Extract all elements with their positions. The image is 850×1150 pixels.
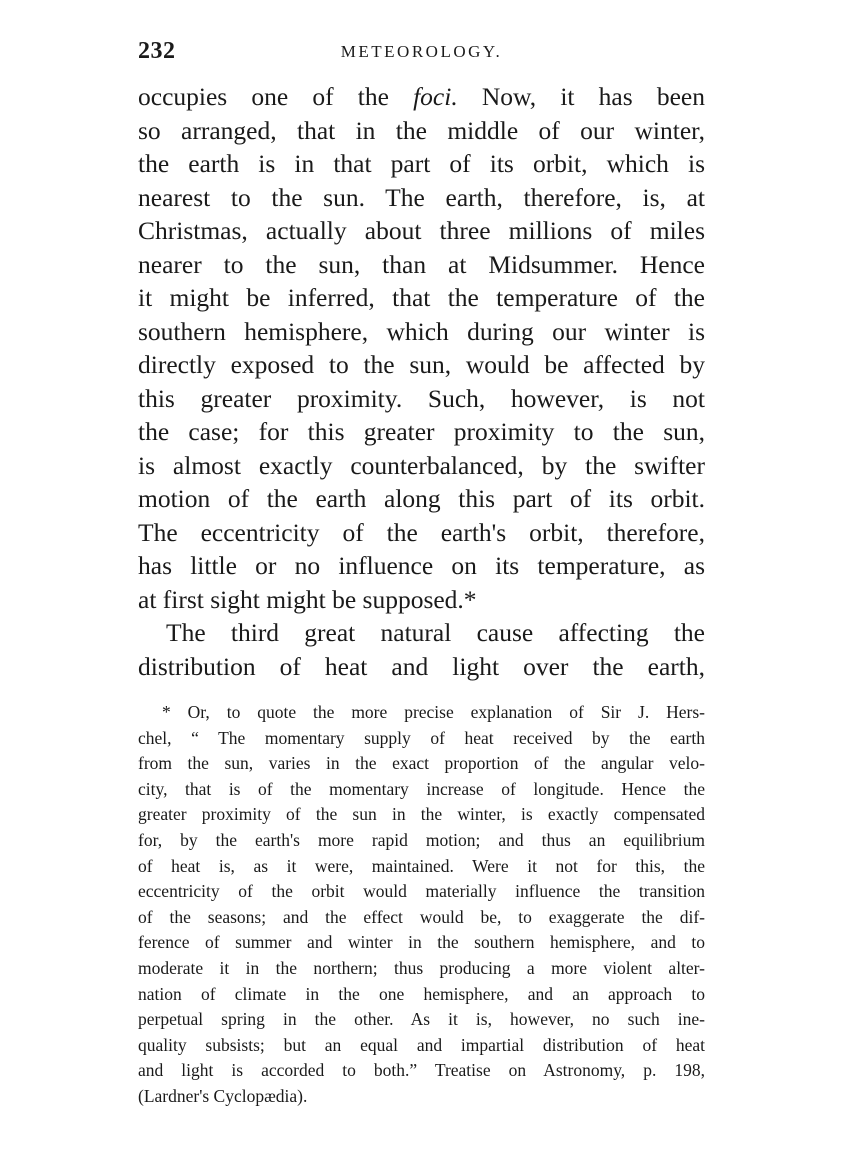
italic-word: foci.: [413, 82, 458, 111]
footnote-line: eccentricity of the orbit would materially influence the transition: [138, 881, 705, 902]
footnote-line: nation of climate in the one hemisphere, and an approach to: [138, 983, 705, 1004]
body-line: so arranged, that in the middle of our winter,: [138, 115, 705, 145]
footnote-line: greater proximity of the sun in the winter, is exactly compensated: [138, 804, 705, 825]
body-line: distribution of heat and light over the earth,: [138, 651, 705, 681]
body-line: southern hemisphere, which during our winter is: [138, 316, 705, 346]
body-line: at first sight might be supposed.*: [138, 584, 477, 614]
body-line: this greater proximity. Such, however, is not: [138, 383, 705, 413]
running-head: METEOROLOGY.: [340, 42, 503, 61]
body-line: Christmas, actually about three millions of miles: [138, 216, 705, 245]
body-line: nearer to the sun, than at Midsummer. Hence: [138, 249, 705, 279]
footnote-line: of heat is, as it were, maintained. Were it not for this, the: [138, 855, 705, 876]
body-line: nearest to the sun. The earth, therefore, is, at: [138, 182, 705, 212]
page-header: [138, 38, 705, 68]
page-number: 232: [138, 38, 176, 64]
body-line: The eccentricity of the earth's orbit, therefore,: [138, 517, 705, 547]
body-line: it might be inferred, that the temperature of the: [138, 283, 705, 312]
footnote-line: from the sun, varies in the exact proportion of the angular velo-: [138, 753, 705, 774]
body-line: The third great natural cause affecting the: [166, 618, 705, 647]
body-line: has little or no influence on its temperature, as: [138, 551, 705, 580]
footnote-line: (Lardner's Cyclopædia).: [138, 1085, 308, 1106]
footnote-line: moderate it in the northern; thus producing a more violent alter-: [138, 957, 705, 978]
footnote-line: chel, “ The momentary supply of heat received by the earth: [138, 727, 705, 748]
footnote-line: quality subsists; but an equal and impartial distribution of heat: [138, 1034, 705, 1055]
footnote-line: for, by the earth's more rapid motion; and thus an equilibrium: [138, 829, 705, 850]
body-line: directly exposed to the sun, would be affected by: [138, 350, 705, 379]
footnote-line: ference of summer and winter in the southern hemisphere, and to: [138, 932, 705, 953]
footnote-line: city, that is of the momentary increase of longitude. Hence the: [138, 778, 705, 799]
body-line: motion of the earth along this part of its orbit.: [138, 484, 705, 513]
footnote-line: and light is accorded to both.” Treatise on Astronomy, p. 198,: [138, 1060, 705, 1081]
footnote-line: * Or, to quote the more precise explanation of Sir J. Hers-: [162, 702, 705, 722]
footnote-line: perpetual spring in the other. As it is, however, no such ine-: [138, 1009, 705, 1030]
body-line: the case; for this greater proximity to the sun,: [138, 417, 705, 446]
body-line: occupies one of the foci. Now, it has been: [138, 82, 705, 111]
footnote-line: of the seasons; and the effect would be, to exaggerate the dif-: [138, 906, 705, 927]
body-text: [138, 80, 705, 683]
footnote: [138, 700, 705, 1110]
body-line: is almost exactly counterbalanced, by the swifter: [138, 450, 705, 480]
body-line: the earth is in that part of its orbit, which is: [138, 149, 705, 178]
